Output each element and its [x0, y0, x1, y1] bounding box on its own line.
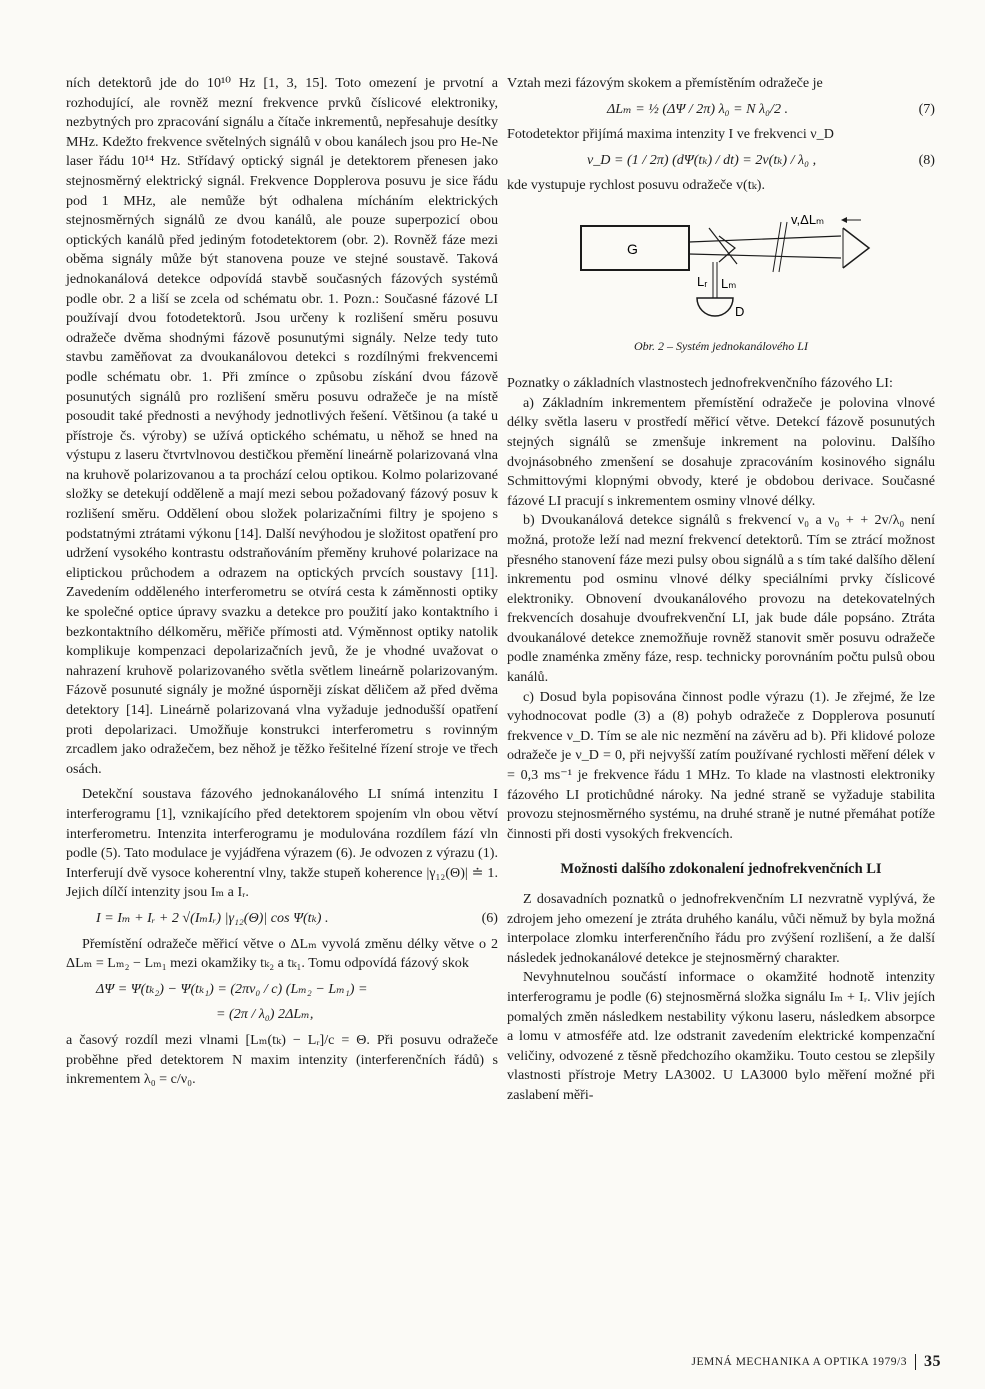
- body-paragraph: Fotodetektor přijímá maxima intenzity I ve frekvenci ν_D: [507, 126, 834, 143]
- list-item-a: a) Základním inkrementem přemístění odražeče je polovina vlnové délky světla laseru v prostředí měřicí větve. Detekcí fázově posunutých stejných signálů se zmenšuje inkrement na polovinu. Dalšího dvojnásobného zmenšení se dosahuje zpracováním kosinového signálu Schmittovými klopnými obvody, které je obdobou derivace. Současné fázové LI pracují s inkrementem osminy vlnové délky.: [507, 394, 935, 509]
- equation-7: [507, 100, 935, 120]
- equation-phase-jump: [66, 980, 498, 1000]
- equation-6: [66, 909, 498, 929]
- equation-7-expression: ΔLₘ = ½ (ΔΨ / 2π) λ₀ = N λ₀/2 .: [607, 100, 789, 117]
- equation-number: (7): [918, 100, 935, 117]
- page-number: 35: [924, 1353, 941, 1370]
- measurement-reflector: [843, 228, 869, 268]
- body-paragraph: a časový rozdíl mezi vlnami [Lₘ(tₖ) − Lᵣ]/c = Θ. Při posuvu odražeče proběhne před detektorem N maxim intenzity (interferenčních řádů) s inkrementem λ₀ = c/ν₀.: [66, 1031, 498, 1088]
- label-velocity: v,ΔLₘ: [791, 211, 825, 227]
- beam-upper: [689, 236, 841, 242]
- body-paragraph: Nevyhnutelnou součástí informace o okamžité hodnotě intenzity interferogramu je podle (6) stejnosměrná složka signálu Iₘ + Iᵣ. Vliv jejích pomalých změn následkem nestability výkonu laseru, následkem absorpce a lomu v atmosféře atd. lze odstranit zavedením elektrické kompenzační veličiny, odvozené z těsně předchozího okamžiku. Touto cestou se zlepšily vlastnosti přístroje Metry LA3002. U LA3000 bylo měření možné při zaslabení měři-: [507, 969, 935, 1103]
- section-heading: Možnosti dalšího zdokonalení jednofrekvenčních LI: [560, 861, 882, 878]
- footer-divider: [915, 1354, 916, 1370]
- arrow-head: [841, 217, 847, 223]
- equation-8: [507, 151, 935, 171]
- detector-symbol: [697, 298, 733, 316]
- interferometer-diagram: [541, 206, 901, 326]
- body-paragraph: Detekční soustava fázového jednokanálového LI snímá intenzitu I interferogramu [1], vznikajícího před detektorem spojením vln obou větví interferometru. Intenzita interferogramu je modulována rozdílem fází vln podle (5). Tato modulace je vyjádřena výrazem (6). Je odvozen z výrazu (1). Interferují dvě vysoce koherentní vlny, takže stupeň koherence |γ₁₂(Θ)| ≐ 1. Jejich dílčí intenzity jsou Iₘ a Iᵣ.: [66, 786, 498, 901]
- list-item-b: b) Dvoukanálová detekce signálů s frekvencí ν₀ a ν₀ + + 2v/λ₀ není možná, protože leží nad mezní frekvencí detektorů. Tím se ztrácí možnost přesného stanovení fáze mezi pulsy obou signálů a s tím také dalšího dělení inkrementu pod osminu vlnové délky speciálními prvky číslicové elektroniky. Obnovení dvoukanálového provozu na detekovatelných frekvencích dosahuje dvoufrekvenční LI, jak bude dále popsáno. Ztráta dvoukanálové detekce znemožňuje rovněž stanovit směr posuvu odražeče podle znaménka změny fáze, resp. technicky porovnáním počtu pulsů obou kanálů.: [507, 512, 935, 686]
- body-paragraph: Vztah mezi fázovým skokem a přemístěním odražeče je: [507, 75, 823, 91]
- equation-number: (8): [918, 151, 935, 168]
- body-paragraph: Poznatky o základních vlastnostech jednofrekvenčního fázového LI:: [507, 375, 893, 392]
- figure-caption: Obr. 2 – Systém jednokanálového LI: [634, 338, 808, 353]
- label-g: G: [627, 240, 638, 257]
- equation-phase-line-1: ΔΨ = Ψ(tₖ₂) − Ψ(tₖ₁) = (2πν₀ / c) (Lₘ₂ − Lₘ₁) =: [96, 980, 368, 997]
- label-lm: Lₘ: [721, 275, 737, 291]
- body-paragraph: ních detektorů jde do 10¹⁰ Hz [1, 3, 15]. Toto omezení je prvotní a rozhodující, ale rovněž mezní frekvence prvků číslicové elektroniky, nezbytných pro zpracování signálu a čítače inkrementů, nepřesahuje desítky MHz. Kdežto frekvence světelných signálů v obou kanálech jsou pro He-Ne laser řádu 10¹⁴ Hz. Střídavý optický signál je detektorem přenesen jako stejnosměrný elektrický signál. Frekvence Dopplerova posuvu je sice řádu pod 1 MHz, ale nemůže být odhalena mícháním elektrických stejnosměrných signálů ze dvou kanálů, ale pouze superpozicí obou optických kanálů před jediným fotodetektorem (obr. 2). Rovněž fáze mezi oběma signály může být stanovena pouze ve stejné soustavě. Taková jednokanálová detekce odpovídá stavbě současných fázových systémů podle obr. 2 a liší se zcela od schématu obr. 1. Pozn.: Současné fázové LI používají dvou fotodetektorů. Jsou určeny k rozlišení směru posuvu odražeče dvěma shodnými fázově posunutými signály. Nelze tedy tuto stavbu zaměňovat za dvoukanálovou detekci s rozdílnými frekvencemi podle schématu obr. 1. Při zmínce o způsobu získání dvou fázově posunutých signálů pro rozlišení směru posuvu odražeče je na místě posoudit také přednosti a nevýhody jednotlivých řešení. Většinou (a také u přístroje čs. výroby) se užívá optického schématu, u něhož se hned na výstupu z laseru čtvrtvlnovou destičkou přemění lineárně polarizovaná vlna na kruhově polarizovanou a ta prochází celou optikou. Kolmo polarizované složky se detekují odděleně a mají mezi sebou požadovaný fázový posuv k rozlišení směru. Oddělení obou složek polarizačními filtry je spojeno s podstatnými ztrátami výkonu [14]. Další nevýhodou je složitost opatření pro udržení vysokého kontrastu odstraňováním přeměny kruhové polarizace na eliptickou průchodem a odrazem na optických prvcích soustavy [11]. Zavedením odděleného interferometru se otvírá cesta k záměnnosti optiky ke společné optice úpravy svazku a detekce pro použití jako kontaktního i bezkontaktního délkoměru, měřiče přímosti atd. Výměnnost optiky natolik komplikuje kompenzaci depolarizačních jevů, že je vhodné uvažovat o nahrazení kruhově polarizovaného světla světlem lineárně polarizovaným. Fázově posunuté signály je možné úsporněji získat děličem až před dvěma detektory [14]. Lineárně polarizovaná vlna vyžaduje jednodušší opatření proti depolarizaci. Umožňuje konstrukci interferometru s rovinným zrcadlem jako odražečem, bez něhož je těžko řešitelné řízení stroje ve třech osách.: [66, 75, 498, 777]
- right-column: [507, 74, 935, 1106]
- equation-number: (6): [481, 909, 498, 926]
- body-paragraph: Přemístění odražeče měřicí větve o ΔLₘ vyvolá změnu délky větve o 2 ΔLₘ = Lₘ₂ − Lₘ₁ mezi okamžiky tₖ₂ a tₖ₁. Tomu odpovídá fázový skok: [66, 935, 498, 972]
- beam-lower: [689, 254, 841, 258]
- label-lr: Lᵣ: [697, 273, 708, 289]
- page-footer: [692, 1353, 942, 1371]
- figure-2: [507, 206, 935, 333]
- equation-phase-line-2: = (2π / λ₀) 2ΔLₘ,: [216, 1006, 314, 1023]
- label-d: D: [735, 303, 745, 319]
- equation-6-expression: I = Iₘ + Iᵣ + 2 √(IₘIᵣ) |γ₁₂(Θ)| cos Ψ(tₖ) .: [96, 909, 329, 926]
- equation-phase-jump-cont: [66, 1005, 498, 1025]
- body-paragraph: kde vystupuje rychlost posuvu odražeče v(tₖ).: [507, 177, 765, 194]
- left-column: [66, 74, 498, 1090]
- list-item-c: c) Dosud byla popisována činnost podle výrazu (1). Je zřejmé, že lze vyhodnocovat podle (3) a (8) pohyb odražeče z Dopplerova posunutí frekvence ν_D. Tím se ale nic nezmění na závěru ad b). Při klidové poloze odražeče je ν_D = 0, při nejvyšší zatím používané rychlosti měření délek v = 0,3 ms⁻¹ je frekvence řádu 1 MHz. To klade na vlastnosti elektroniky fázového LI protichůdné nároky. Na jedné straně se vyžaduje stabilita provozu stejnosměrného systému, na druhé straně je nutné přemáhat potíže činnosti při dosti vysokých frekvencích.: [507, 688, 935, 842]
- equation-8-expression: ν_D = (1 / 2π) (dΨ(tₖ) / dt) = 2v(tₖ) / λ₀ ,: [587, 151, 817, 168]
- body-paragraph: Z dosavadních poznatků o jednofrekvenčním LI nezvratně vyplývá, že zdrojem jeho omezení je ztráta druhého kanálu, vůči němuž by byla možná interpolace zlomku interferenčního řádu pro zvýšení rozlišení, a že další následek jednokanálové detekce je stejnosměrný charakter.: [507, 891, 935, 966]
- journal-name: JEMNÁ MECHANIKA A OPTIKA 1979/3: [691, 1356, 907, 1368]
